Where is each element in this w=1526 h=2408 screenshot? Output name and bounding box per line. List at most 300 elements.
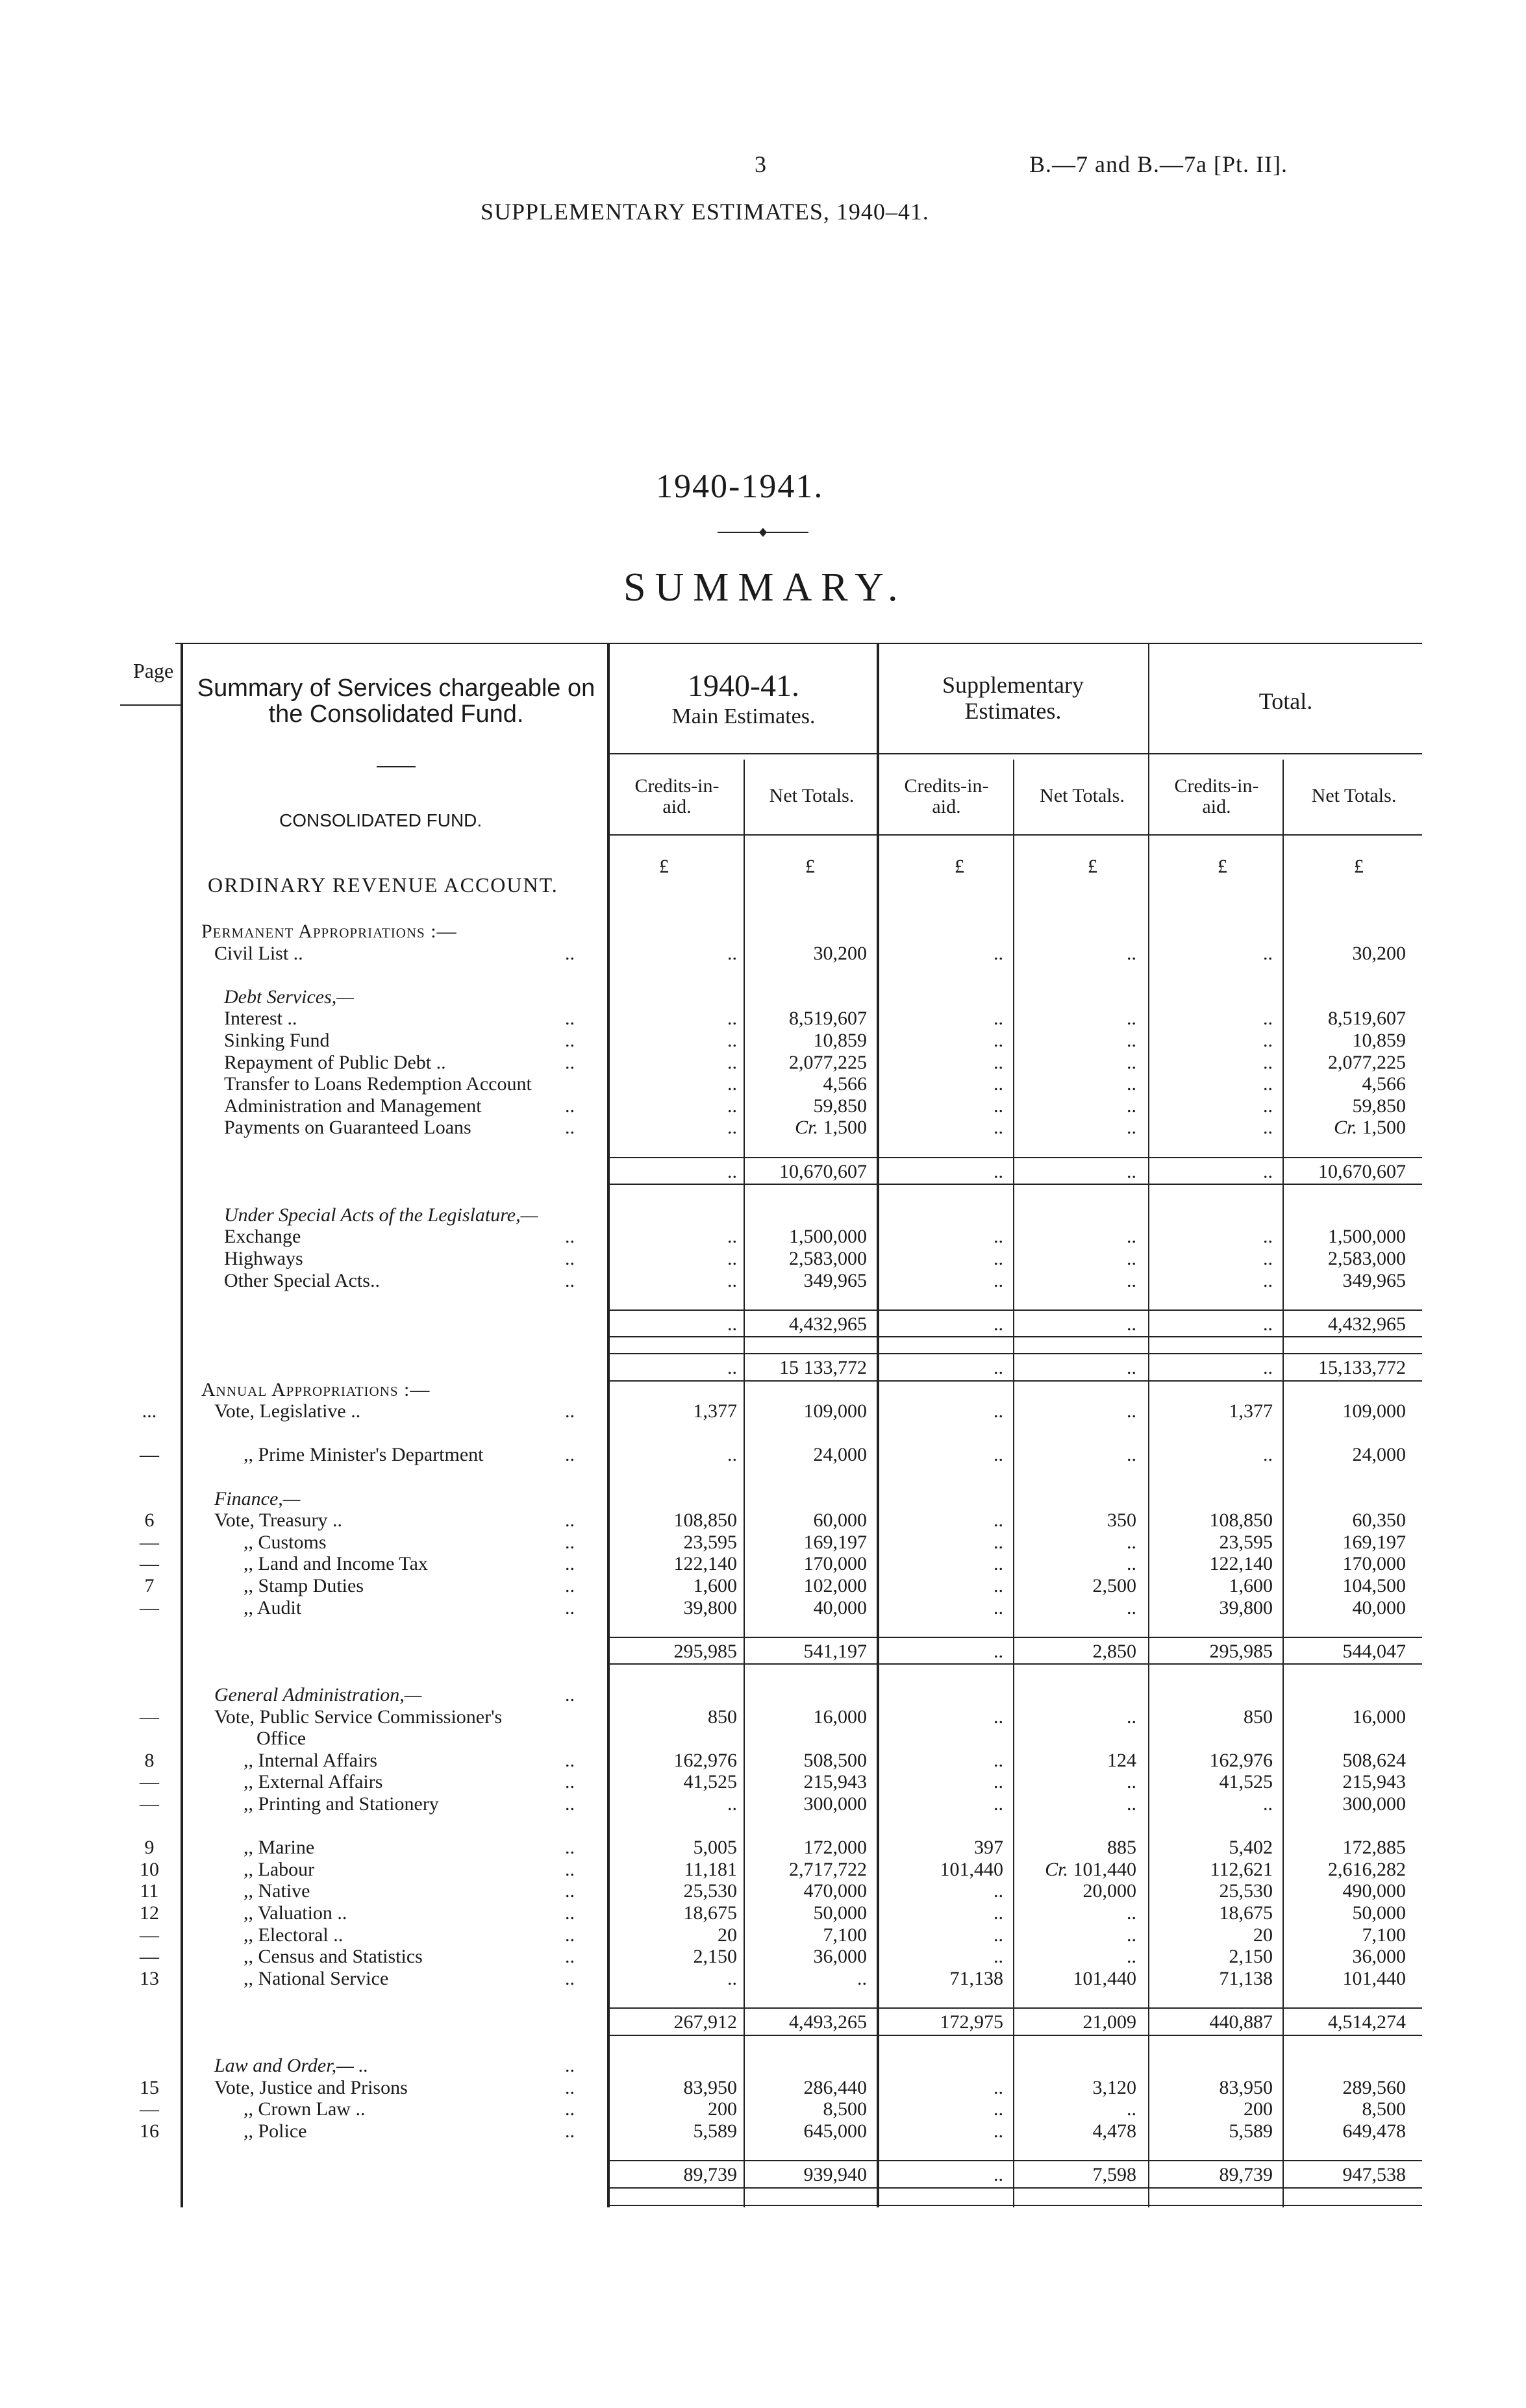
credits-line2: aid. <box>1202 796 1231 817</box>
cell-net-total: 947,538 <box>1342 2164 1406 2186</box>
leader-dots: .. <box>565 1967 575 1989</box>
cell-credits-total: 112,621 <box>1210 1858 1273 1880</box>
leader-dots: .. <box>565 1269 575 1291</box>
cell-credits-total: 89,739 <box>1219 2164 1273 2186</box>
page-ref: — <box>140 1706 159 1728</box>
page-number: 3 <box>755 151 767 177</box>
currency-symbol: £ <box>1218 856 1227 877</box>
cell-credits-total: .. <box>1263 1226 1273 1248</box>
cell-credits-total: 23,595 <box>1219 1531 1273 1553</box>
cell-net-total: 101,440 <box>1342 1967 1406 1989</box>
table-row <box>0 1837 1526 1858</box>
cell-credits-main: .. <box>727 1269 737 1291</box>
cell-credits-main: .. <box>727 1117 737 1139</box>
table-row <box>0 1444 1526 1465</box>
net-header-main: Net Totals. <box>769 785 855 806</box>
cell-net-supp: 7,598 <box>1092 2164 1136 2186</box>
cell-credits-main: .. <box>727 1313 737 1335</box>
table-row <box>0 1728 1526 1749</box>
cell-credits-supp: .. <box>994 1313 1003 1335</box>
leader-dots: .. <box>565 1771 575 1793</box>
cell-net-main: 8,519,607 <box>789 1008 867 1030</box>
row-label: Debt Services,— <box>224 986 354 1008</box>
cell-credits-total: 295,985 <box>1209 1640 1273 1662</box>
cell-credits-supp: .. <box>994 1269 1003 1291</box>
cell-net-main: 541,197 <box>803 1640 867 1662</box>
cell-credits-main: 1,600 <box>693 1575 737 1596</box>
subtotal-rule <box>607 1157 1422 1158</box>
cell-credits-supp: .. <box>994 1793 1003 1815</box>
cell-credits-total: .. <box>1263 1095 1273 1117</box>
leader-dots: .. <box>565 1837 575 1859</box>
table-row <box>0 1553 1526 1574</box>
cell-net-main: 59,850 <box>813 1095 867 1117</box>
document-reference: B.—7 and B.—7a [Pt. II]. <box>1029 151 1288 177</box>
cell-net-main: 60,000 <box>813 1509 867 1532</box>
table-row <box>0 2120 1526 2142</box>
page-ref: — <box>140 1946 159 1968</box>
row-label: Sinking Fund <box>224 1030 330 1051</box>
row-label: Office <box>256 1728 306 1750</box>
cell-net-supp: .. <box>1127 2098 1136 2120</box>
table-row <box>0 1924 1526 1946</box>
cell-credits-total: 5,589 <box>1229 2120 1273 2142</box>
cell-credits-main: .. <box>727 1226 737 1248</box>
table-row <box>0 1706 1526 1728</box>
row-label: Payments on Guaranteed Loans <box>224 1117 471 1139</box>
row-label: ,, Printing and Stationery <box>244 1793 439 1815</box>
cell-credits-supp: .. <box>994 1946 1003 1968</box>
cell-net-main: 470,000 <box>803 1880 867 1902</box>
leader-dots: .. <box>565 1858 575 1880</box>
cell-credits-main: 295,985 <box>673 1640 737 1662</box>
table-row <box>0 1509 1526 1531</box>
main-label: Main Estimates. <box>671 704 816 728</box>
cell-net-total: 10,859 <box>1352 1030 1406 1051</box>
credits-line2: aid. <box>932 796 961 817</box>
table-row <box>0 1575 1526 1596</box>
table-row <box>0 1422 1526 1444</box>
cell-credits-supp: .. <box>994 1575 1003 1596</box>
row-label: ,, Land and Income Tax <box>244 1553 428 1575</box>
table-bottom-rule <box>607 2205 1422 2206</box>
cell-credits-total: 39,800 <box>1219 1596 1273 1619</box>
cell-credits-supp: .. <box>994 1051 1003 1073</box>
cell-net-supp: .. <box>1127 1248 1136 1269</box>
page-ref: ... <box>142 1400 157 1422</box>
table-row <box>0 2033 1526 2055</box>
cell-credits-total: .. <box>1263 942 1273 964</box>
cell-net-total: 649,478 <box>1342 2120 1406 2142</box>
cell-credits-main: 41,525 <box>683 1771 737 1793</box>
cell-credits-total: 2,150 <box>1229 1946 1273 1968</box>
cell-net-supp: .. <box>1127 1030 1136 1051</box>
services-header <box>185 675 607 727</box>
leader-dots: .. <box>565 1248 575 1269</box>
leader-dots: .. <box>565 2055 575 2077</box>
cell-credits-total: 18,675 <box>1219 1902 1273 1924</box>
leader-dots: .. <box>565 1051 575 1073</box>
currency-symbol: £ <box>659 856 669 877</box>
cell-credits-supp: 172,975 <box>940 2011 1003 2033</box>
currency-symbol: £ <box>955 856 964 877</box>
row-label: ,, Crown Law .. <box>244 2098 366 2120</box>
cell-net-total: 4,514,274 <box>1328 2011 1406 2033</box>
subhead-rule <box>607 753 1422 754</box>
cell-credits-main: 267,912 <box>673 2011 737 2033</box>
cell-net-total: 170,000 <box>1342 1553 1406 1575</box>
table-top-rule <box>175 643 1422 644</box>
cell-credits-main: .. <box>727 1030 737 1051</box>
row-label: ,, Internal Affairs <box>244 1749 378 1771</box>
leader-dots: .. <box>565 942 575 964</box>
cell-credits-main: .. <box>727 1160 737 1182</box>
leader-dots: .. <box>565 1793 575 1815</box>
cell-net-supp: .. <box>1127 1051 1136 1073</box>
leader-dots: .. <box>565 1509 575 1532</box>
cell-credits-supp: 397 <box>974 1837 1003 1859</box>
cell-credits-main: .. <box>727 1051 737 1073</box>
leader-dots: .. <box>565 1946 575 1968</box>
cell-credits-supp: .. <box>994 1509 1003 1532</box>
table-row <box>0 1248 1526 1269</box>
cell-net-main: 2,077,225 <box>789 1051 867 1073</box>
leader-dots: .. <box>565 1553 575 1575</box>
page-ref: 13 <box>140 1967 159 1989</box>
cell-net-main: 2,583,000 <box>789 1248 867 1269</box>
cell-credits-total: 83,950 <box>1219 2076 1273 2098</box>
row-label: Highways <box>224 1248 303 1269</box>
page-ref: — <box>140 1793 159 1815</box>
credits-line1: Credits-in- <box>1174 775 1259 797</box>
table-row <box>0 1204 1526 1226</box>
cell-credits-supp: 101,440 <box>940 1858 1003 1880</box>
cell-credits-main: 122,140 <box>673 1553 737 1575</box>
credit-marker: Cr. <box>1334 1117 1357 1139</box>
cell-net-supp: .. <box>1127 1095 1136 1117</box>
table-row <box>0 2055 1526 2076</box>
leader-dots: .. <box>565 1924 575 1946</box>
cell-credits-total: .. <box>1263 1160 1273 1182</box>
row-label: Permanent Appropriations :— <box>201 921 457 942</box>
row-label: ,, Stamp Duties <box>244 1575 364 1596</box>
cell-credits-supp: .. <box>994 1531 1003 1553</box>
cell-net-total: 10,670,607 <box>1318 1160 1406 1182</box>
leader-dots: .. <box>565 2120 575 2142</box>
subtotal-rule <box>607 2160 1422 2161</box>
cell-credits-total: 108,850 <box>1209 1509 1273 1532</box>
credits-header-supp <box>880 776 1013 817</box>
cell-net-supp: .. <box>1127 1269 1136 1291</box>
table-row <box>0 1946 1526 1967</box>
cell-net-main: 7,100 <box>823 1924 867 1946</box>
table-row <box>0 2077 1526 2098</box>
row-label: ,, Labour <box>244 1858 315 1880</box>
row-label: Vote, Justice and Prisons <box>214 2076 408 2098</box>
cell-credits-main: 89,739 <box>683 2164 737 2186</box>
cell-credits-supp: .. <box>994 1444 1003 1466</box>
cell-net-supp: 21,009 <box>1082 2011 1136 2033</box>
section-title: SUMMARY. <box>623 565 907 610</box>
leader-dots: .. <box>565 1749 575 1771</box>
cell-credits-total: .. <box>1263 1030 1273 1051</box>
cell-credits-main: 39,800 <box>683 1596 737 1619</box>
cell-net-supp: 350 <box>1107 1509 1136 1532</box>
cell-credits-supp: .. <box>994 1117 1003 1139</box>
cell-credits-main: 108,850 <box>673 1509 737 1532</box>
cell-credits-supp: 71,138 <box>949 1967 1003 1989</box>
page-ref: 15 <box>140 2076 159 2098</box>
supplementary-header <box>880 672 1146 724</box>
cell-net-supp: .. <box>1127 1008 1136 1030</box>
cell-credits-main: 20 <box>718 1924 737 1946</box>
leader-dots: .. <box>565 1880 575 1902</box>
row-label: Transfer to Loans Redemption Account <box>224 1073 532 1095</box>
cell-net-supp: .. <box>1127 1924 1136 1946</box>
page-ref: — <box>140 1771 159 1793</box>
page-ref: 9 <box>144 1837 155 1859</box>
cell-net-total: 4,432,965 <box>1328 1313 1406 1335</box>
supp-line1: Supplementary <box>942 672 1084 698</box>
credits-header-total <box>1151 776 1282 817</box>
consolidated-fund-heading: CONSOLIDATED FUND. <box>279 810 482 830</box>
cell-credits-supp: .. <box>994 1596 1003 1619</box>
table-row <box>0 1641 1526 1662</box>
cell-net-supp: .. <box>1127 1531 1136 1553</box>
cell-net-total: 508,624 <box>1342 1749 1406 1771</box>
row-label: ,, Valuation .. <box>244 1902 347 1924</box>
table-row <box>0 1488 1526 1509</box>
cell-net-main: 24,000 <box>813 1444 867 1466</box>
cell-net-total: 289,560 <box>1342 2076 1406 2098</box>
cell-credits-supp: .. <box>994 1400 1003 1422</box>
cell-credits-total: .. <box>1263 1051 1273 1073</box>
table-row <box>0 1052 1526 1073</box>
credits-line2: aid. <box>662 796 692 817</box>
cell-credits-supp: .. <box>994 2164 1003 2186</box>
cell-net-total: 59,850 <box>1352 1095 1406 1117</box>
cell-credits-supp: .. <box>994 1357 1003 1378</box>
cell-net-supp: .. <box>1127 1226 1136 1248</box>
row-label: ,, Marine <box>244 1837 315 1859</box>
cell-net-supp: .. <box>1127 1160 1136 1182</box>
leader-dots: .. <box>565 1596 575 1619</box>
cell-net-total: 16,000 <box>1352 1706 1406 1728</box>
leader-dots: .. <box>565 1684 575 1706</box>
table-row <box>0 1182 1526 1204</box>
table-row <box>0 1008 1526 1029</box>
cell-credits-total: 162,976 <box>1209 1749 1273 1771</box>
cell-net-total: 30,200 <box>1352 942 1406 964</box>
cell-credits-total: 5,402 <box>1229 1837 1273 1859</box>
services-short-rule <box>377 766 416 767</box>
cell-net-main: 8,500 <box>823 2098 867 2120</box>
cell-credits-main: 18,675 <box>683 1902 737 1924</box>
table-row <box>0 1684 1526 1706</box>
row-label: Other Special Acts.. <box>224 1269 380 1291</box>
total-header: Total. <box>1258 688 1313 714</box>
cell-net-total: 8,500 <box>1362 2098 1406 2120</box>
running-title: SUPPLEMENTARY ESTIMATES, 1940–41. <box>481 199 929 225</box>
table-row <box>0 1161 1526 1182</box>
table-row <box>0 1662 1526 1683</box>
cell-net-total: 544,047 <box>1342 1640 1406 1662</box>
leader-dots: .. <box>565 1531 575 1553</box>
table-row <box>0 1313 1526 1335</box>
table-row <box>0 964 1526 986</box>
table-row <box>0 1117 1526 1138</box>
row-label: ,, Electoral .. <box>244 1924 344 1946</box>
diamond-ornament <box>718 526 808 539</box>
row-label: ,, Census and Statistics <box>244 1946 423 1968</box>
cell-net-main: 939,940 <box>803 2164 867 2186</box>
row-label: ,, External Affairs <box>244 1771 383 1793</box>
subtotal-rule <box>607 1353 1422 1354</box>
row-label: Vote, Legislative .. <box>214 1400 361 1422</box>
cell-credits-total: 25,530 <box>1219 1880 1273 1902</box>
cell-credits-main: .. <box>727 1073 737 1095</box>
row-label: Vote, Public Service Commissioner's <box>214 1706 503 1728</box>
year-title: 1940-1941. <box>656 468 824 505</box>
cell-net-main: 645,000 <box>803 2120 867 2142</box>
subtotal-rule <box>607 1310 1422 1311</box>
row-label: Exchange <box>224 1226 301 1248</box>
row-label: Finance,— <box>214 1487 301 1509</box>
table-row <box>0 986 1526 1008</box>
cell-net-main: 349,965 <box>803 1269 867 1291</box>
cell-net-supp: .. <box>1127 1117 1136 1139</box>
cell-net-total: 4,566 <box>1362 1073 1406 1095</box>
table-row <box>0 1815 1526 1837</box>
cell-credits-main: .. <box>727 1444 737 1466</box>
table-row <box>0 1466 1526 1487</box>
cell-net-supp: .. <box>1127 1596 1136 1619</box>
table-row <box>0 1750 1526 1771</box>
row-label: ,, Audit <box>244 1596 302 1619</box>
cell-credits-total: .. <box>1263 1117 1273 1139</box>
services-header-line2: the Consolidated Fund. <box>268 701 524 728</box>
table-row <box>0 1532 1526 1553</box>
cell-net-supp: .. <box>1127 1357 1136 1378</box>
cell-net-supp: 20,000 <box>1082 1880 1136 1902</box>
cell-credits-total: 1,600 <box>1229 1575 1273 1596</box>
cell-net-main: 16,000 <box>813 1706 867 1728</box>
cell-credits-supp: .. <box>994 1749 1003 1771</box>
cell-net-main: 109,000 <box>803 1400 867 1422</box>
page-ref: 12 <box>140 1902 159 1924</box>
cell-credits-main: 850 <box>708 1706 737 1728</box>
services-header-line1: Summary of Services chargeable on <box>197 675 595 702</box>
row-label: Administration and Management <box>224 1095 482 1117</box>
cell-credits-total: .. <box>1263 1073 1273 1095</box>
cell-credits-total: .. <box>1263 1793 1273 1815</box>
table-row <box>0 1030 1526 1051</box>
row-label: Annual Appropriations :— <box>201 1378 431 1400</box>
leader-dots: .. <box>565 1008 575 1030</box>
cell-net-total: 60,350 <box>1352 1509 1406 1532</box>
cell-net-main: 36,000 <box>813 1946 867 1968</box>
cell-credits-total: .. <box>1263 1269 1273 1291</box>
currency-rule <box>607 834 1422 836</box>
cell-net-supp: .. <box>1127 1400 1136 1422</box>
cell-credits-main: .. <box>727 1967 737 1989</box>
credit-marker: Cr. <box>1045 1858 1068 1880</box>
table-row <box>0 2164 1526 2185</box>
page-ref: 7 <box>144 1575 155 1596</box>
cell-net-total: 2,583,000 <box>1328 1248 1406 1269</box>
cell-credits-supp: .. <box>994 1095 1003 1117</box>
cell-net-total: 172,885 <box>1342 1837 1406 1859</box>
cell-credits-main: 5,005 <box>693 1837 737 1859</box>
cell-net-total: 50,000 <box>1352 1902 1406 1924</box>
cell-credits-supp: .. <box>994 1030 1003 1051</box>
cell-net-main: 10,670,607 <box>779 1160 867 1182</box>
cell-credits-total: 440,887 <box>1209 2011 1273 2033</box>
table-row <box>0 1357 1526 1378</box>
cell-credits-total: 850 <box>1244 1706 1273 1728</box>
credits-header-main <box>614 776 740 817</box>
cell-credits-main: 1,377 <box>693 1400 737 1422</box>
leader-dots: .. <box>565 1226 575 1248</box>
cell-credits-total: .. <box>1263 1357 1273 1378</box>
cell-net-supp: 124 <box>1107 1749 1136 1771</box>
cell-net-supp: .. <box>1127 1444 1136 1466</box>
cell-net-total: Cr. 1,500 <box>1334 1117 1406 1139</box>
cell-net-supp: .. <box>1127 1313 1136 1335</box>
cell-credits-main: 11,181 <box>684 1858 737 1880</box>
cell-net-supp: 2,500 <box>1092 1575 1136 1596</box>
cell-credits-supp: .. <box>994 1226 1003 1248</box>
cell-credits-total: 71,138 <box>1219 1967 1273 1989</box>
table-row <box>0 1226 1526 1247</box>
leader-dots: .. <box>565 2098 575 2120</box>
cell-net-main: 4,493,265 <box>789 2011 867 2033</box>
cell-net-total: 40,000 <box>1352 1596 1406 1619</box>
page-ref: — <box>140 1444 159 1466</box>
page-ref: — <box>140 1924 159 1946</box>
cell-net-supp: 3,120 <box>1092 2076 1136 2098</box>
cell-net-supp: 4,478 <box>1092 2120 1136 2142</box>
row-label: ,, Police <box>244 2120 307 2142</box>
cell-net-main: 172,000 <box>803 1837 867 1859</box>
cell-credits-supp: .. <box>994 1771 1003 1793</box>
cell-net-total: 349,965 <box>1342 1269 1406 1291</box>
cell-credits-supp: .. <box>994 1553 1003 1575</box>
cell-net-main: 15 133,772 <box>779 1357 867 1378</box>
cell-credits-main: 23,595 <box>683 1531 737 1553</box>
cell-credits-supp: .. <box>994 942 1003 964</box>
leader-dots: .. <box>565 1902 575 1924</box>
row-label: ,, National Service <box>244 1967 389 1989</box>
cell-net-total: 104,500 <box>1342 1575 1406 1596</box>
cell-credits-total: .. <box>1263 1248 1273 1269</box>
leader-dots: .. <box>565 1095 575 1117</box>
cell-net-supp: 2,850 <box>1092 1640 1136 1662</box>
cell-credits-main: 200 <box>708 2098 737 2120</box>
cell-credits-supp: .. <box>994 1902 1003 1924</box>
row-label: General Administration,— <box>214 1684 422 1706</box>
page-ref: 11 <box>140 1880 159 1902</box>
table-row <box>0 1379 1526 1400</box>
cell-credits-total: 122,140 <box>1209 1553 1273 1575</box>
row-label: ,, Native <box>244 1880 310 1902</box>
subtotal-rule <box>607 2007 1422 2009</box>
row-label: ,, Prime Minister's Department <box>244 1444 484 1466</box>
cell-net-main: 300,000 <box>803 1793 867 1815</box>
cell-net-main: 4,566 <box>823 1073 867 1095</box>
table-row <box>0 1968 1526 1989</box>
cell-net-total: 2,077,225 <box>1328 1051 1406 1073</box>
